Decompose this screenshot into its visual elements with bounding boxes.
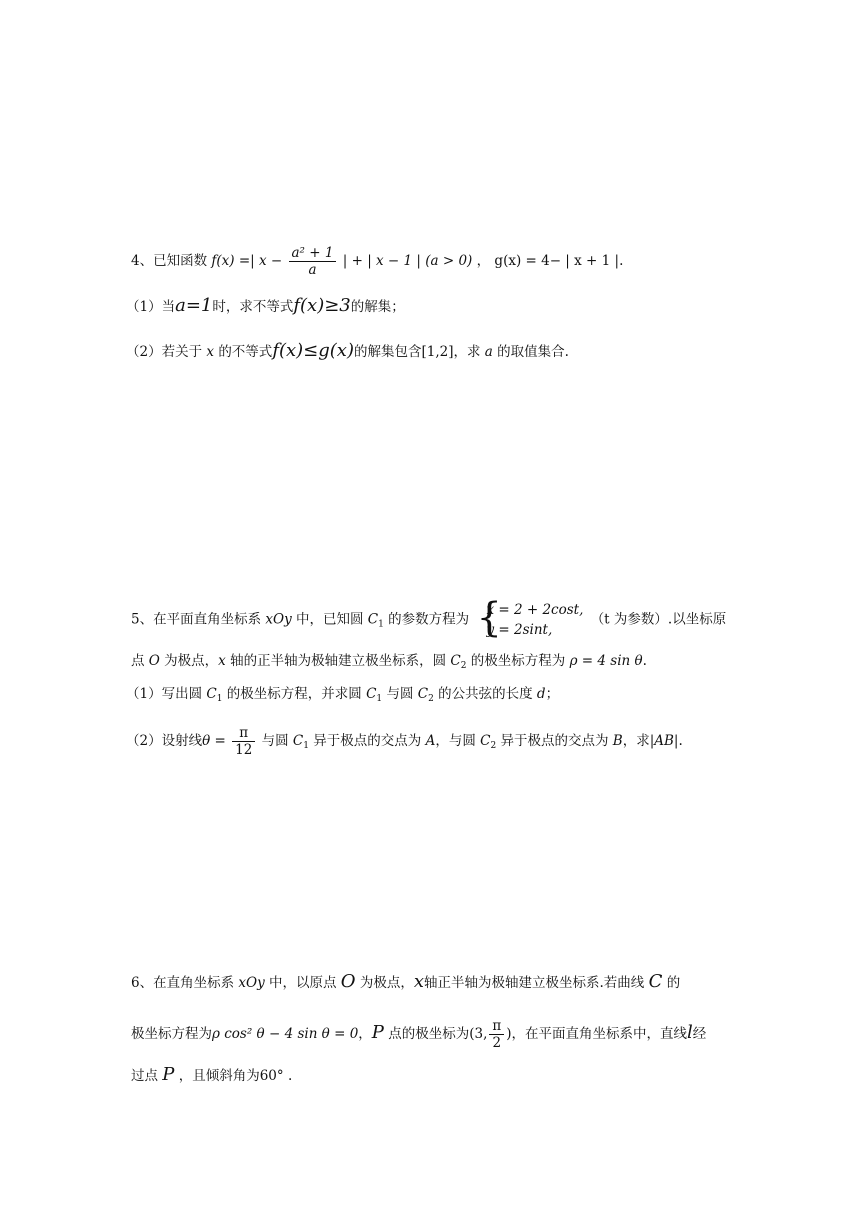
p6-l3-c: . bbox=[287, 1068, 293, 1084]
p5-rho-eq: ρ = 4 sin θ bbox=[569, 653, 643, 669]
p5-c1: C bbox=[367, 611, 379, 628]
problem-5-stem bbox=[131, 595, 727, 641]
p5-avar: A bbox=[425, 733, 436, 749]
p5-stem-b: 中，已知圆 bbox=[296, 611, 364, 628]
p5-q2-f: ，求 bbox=[622, 733, 650, 749]
p4-end: . bbox=[619, 253, 624, 269]
p5-c1-sub: 1 bbox=[378, 619, 384, 630]
p6-l2-a: 极坐标方程为 bbox=[131, 1026, 212, 1042]
p5-ab: |AB| bbox=[649, 733, 679, 749]
p5-o: O bbox=[148, 653, 160, 669]
p5-q2-a: （2）设射线 bbox=[126, 733, 203, 749]
p5-q1-c1-sub: 1 bbox=[216, 694, 223, 704]
p5-stem-a: 5、在平面直角坐标系 bbox=[131, 611, 262, 628]
problem-4-q1 bbox=[126, 296, 405, 317]
problem-5-q1 bbox=[126, 684, 559, 709]
p6-pi-over-2 bbox=[489, 1018, 504, 1051]
p6-xoy: xOy bbox=[238, 975, 265, 991]
p5-pi: π bbox=[232, 725, 255, 742]
p5-q2-c1: C bbox=[292, 733, 304, 749]
p6-pvar: P bbox=[371, 1022, 384, 1043]
p5-q2-e: 异于极点的交点为 bbox=[500, 733, 609, 749]
p6-pi: π bbox=[489, 1018, 504, 1035]
p6-o: O bbox=[340, 971, 356, 992]
p4-q1-cond: a=1 bbox=[175, 295, 213, 316]
p4-frac-den: a bbox=[308, 262, 317, 278]
p5-q1-dvar: d bbox=[536, 686, 546, 702]
p5-c2-sub: 2 bbox=[460, 661, 467, 671]
p6-l2-c: 点的极坐标为 bbox=[388, 1026, 470, 1042]
p5-line2-a: 点 bbox=[131, 653, 145, 669]
p6-l1-c: 为极点， bbox=[359, 975, 414, 991]
problem-4-stem bbox=[131, 245, 623, 278]
problem-6-line2 bbox=[131, 1018, 706, 1051]
p5-xoy: xOy bbox=[265, 611, 292, 628]
p5-q1-d: 的公共弦的长度 bbox=[438, 686, 533, 702]
p5-q2-c1-sub: 1 bbox=[303, 741, 309, 751]
p5-bvar: B bbox=[612, 733, 623, 749]
p4-q2-d: ，求 bbox=[453, 344, 481, 360]
p5-brace: { bbox=[476, 595, 502, 641]
p5-stem-c: 的参数方程为 bbox=[388, 611, 470, 628]
p4-q1-ineq: f(x)≥3 bbox=[293, 295, 351, 316]
p5-q2-c2-sub: 2 bbox=[490, 741, 497, 751]
p5-q1-c2: C bbox=[417, 686, 429, 702]
p4-q2-ineq: f(x)≤g(x) bbox=[272, 340, 354, 361]
p5-c2: C bbox=[450, 653, 461, 669]
p4-q2-e: 的取值集合. bbox=[497, 344, 569, 360]
problem-5-line2 bbox=[131, 651, 647, 676]
p6-l1-a: 6、在直角坐标系 bbox=[131, 975, 235, 991]
p6-two: 2 bbox=[492, 1035, 502, 1051]
p6-l1-b: 中，以原点 bbox=[269, 975, 337, 991]
p6-angle: 60° bbox=[259, 1068, 284, 1084]
p6-polar-eq: ρ cos² θ − 4 sin θ = 0 bbox=[212, 1026, 359, 1042]
p5-eq-row2: y = 2sint, bbox=[486, 622, 553, 638]
p4-g-def: g(x) = 4− | x + 1 | bbox=[494, 253, 620, 269]
p4-sep: ， bbox=[476, 253, 491, 269]
p4-q2-a: （2）若关于 bbox=[126, 344, 203, 360]
p5-twelve: 12 bbox=[235, 742, 253, 758]
p6-l3-b: ，且倾斜角为 bbox=[178, 1068, 260, 1084]
p5-q1-a: （1）写出圆 bbox=[126, 686, 203, 702]
p5-q1-c2-sub: 2 bbox=[428, 694, 434, 704]
p5-q1-c1b-sub: 1 bbox=[376, 694, 383, 704]
p5-q2-d: ，与圆 bbox=[435, 733, 476, 749]
p5-pi-over-12 bbox=[232, 725, 255, 758]
p5-line2-b: 为极点， bbox=[164, 653, 219, 669]
p5-stem-d: （t 为参数）.以坐标原 bbox=[590, 611, 727, 628]
p5-q1-c1: C bbox=[206, 686, 217, 702]
p5-q2-c2: C bbox=[480, 733, 491, 749]
p6-coord-right: ) bbox=[506, 1026, 512, 1042]
p4-q2-x: x bbox=[206, 344, 215, 360]
p5-param-equations bbox=[476, 595, 584, 641]
p5-line2-c: 轴的正半轴为极轴建立极坐标系，圆 bbox=[230, 653, 447, 669]
p4-q2-c: 的解集包含 bbox=[353, 344, 422, 360]
p4-q2-interval: [1,2] bbox=[421, 344, 454, 360]
p6-l2-d: ，在平面直角坐标系中，直线 bbox=[511, 1026, 688, 1042]
p6-coord-left: (3, bbox=[469, 1026, 488, 1042]
problem-6-line1 bbox=[131, 972, 680, 993]
p4-fraction bbox=[289, 245, 337, 278]
p6-l2-e: 经 bbox=[692, 1026, 707, 1042]
p4-q2-b: 的不等式 bbox=[218, 344, 273, 360]
p5-eq-row1: x = 2 + 2cost, bbox=[486, 602, 584, 618]
p4-q2-avar: a bbox=[484, 344, 493, 360]
p6-l3-pvar: P bbox=[162, 1064, 175, 1085]
p5-line2-e: . bbox=[642, 653, 647, 669]
p6-lvar: l bbox=[687, 1022, 693, 1043]
p5-q2-c: 异于极点的交点为 bbox=[313, 733, 422, 749]
p5-xvar: x bbox=[218, 653, 226, 669]
p6-l2-b: ， bbox=[358, 1026, 372, 1042]
problem-6-line3 bbox=[131, 1065, 292, 1086]
problem-4-q2 bbox=[126, 341, 569, 362]
p4-f-def-right: | + | x − 1 | (a > 0) bbox=[342, 253, 473, 269]
p4-q1-a: （1）当 bbox=[126, 299, 176, 315]
p5-q1-c: 与圆 bbox=[386, 686, 414, 702]
p4-f-def-left: f(x) =| x − bbox=[211, 253, 283, 269]
p4-q1-c: 的解集； bbox=[350, 299, 405, 315]
p6-l3-a: 过点 bbox=[131, 1068, 158, 1084]
p5-theta-eq: θ = bbox=[202, 733, 226, 749]
p6-cvar: C bbox=[648, 971, 663, 992]
p4-q1-b: 时，求不等式 bbox=[212, 299, 294, 315]
p5-q1-b: 的极坐标方程，并求圆 bbox=[226, 686, 362, 702]
p5-q1-e: ； bbox=[545, 686, 560, 702]
p5-q2-g: . bbox=[678, 733, 683, 749]
problem-5-q2 bbox=[126, 725, 683, 758]
p4-stem-text: 4、已知函数 bbox=[131, 253, 208, 269]
p4-frac-num: a² + 1 bbox=[289, 245, 337, 262]
p5-q1-c1b: C bbox=[366, 686, 377, 702]
p6-l1-d: 轴正半轴为极轴建立极坐标系.若曲线 bbox=[424, 975, 645, 991]
p5-q2-b: 与圆 bbox=[261, 733, 289, 749]
p6-l1-e: 的 bbox=[666, 975, 681, 991]
p5-line2-d: 的极坐标方程为 bbox=[470, 653, 566, 669]
p6-xvar: x bbox=[413, 971, 425, 992]
